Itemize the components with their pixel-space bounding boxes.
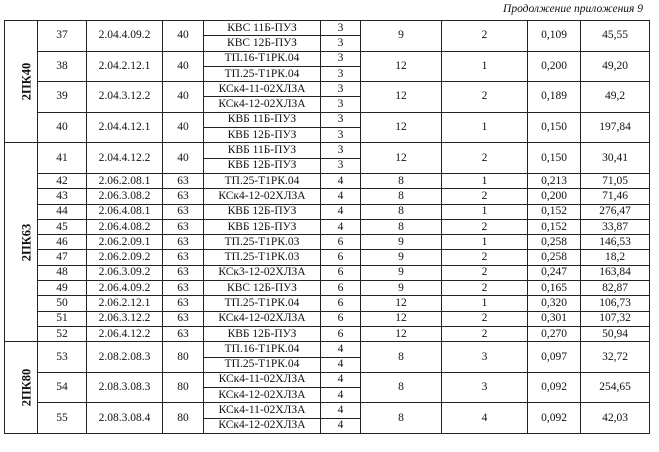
cable-type: КСк3-12-02ХЛЗА — [204, 265, 321, 280]
cable-count: 3 — [321, 143, 361, 158]
load-value: 40 — [163, 143, 204, 174]
value-d: 45,55 — [581, 21, 650, 52]
cable-type: КВС 11Б-ПУЗ — [204, 21, 321, 36]
value-a: 9 — [361, 265, 442, 280]
value-d: 197,84 — [581, 112, 650, 143]
cable-type: КСк4-11-02ХЛЗА — [204, 82, 321, 97]
cable-count: 3 — [321, 97, 361, 112]
value-a: 12 — [361, 51, 442, 82]
value-c: 0,150 — [528, 112, 581, 143]
table-row — [5, 21, 650, 36]
cable-count: 3 — [321, 82, 361, 97]
value-b: 2 — [442, 311, 528, 326]
item-code: 2.06.3.12.2 — [87, 311, 163, 326]
value-d: 18,2 — [581, 250, 650, 265]
group-label-text: 2ПК40 — [19, 62, 34, 101]
table-row — [5, 235, 650, 250]
value-c: 0,092 — [528, 403, 581, 434]
cable-count: 3 — [321, 36, 361, 51]
cable-type: КСк4-12-02ХЛЗА — [204, 418, 321, 433]
load-value: 40 — [163, 112, 204, 143]
value-b: 2 — [442, 82, 528, 113]
value-c: 0,270 — [528, 326, 581, 341]
group-label — [5, 342, 38, 434]
value-a: 8 — [361, 342, 442, 373]
group-label — [5, 143, 38, 342]
item-code: 2.04.4.12.2 — [87, 143, 163, 174]
value-a: 12 — [361, 311, 442, 326]
table-row — [5, 204, 650, 219]
item-code: 2.08.3.08.3 — [87, 372, 163, 403]
load-value: 80 — [163, 372, 204, 403]
row-number: 52 — [38, 326, 87, 341]
value-d: 49,2 — [581, 82, 650, 113]
cable-count: 4 — [321, 418, 361, 433]
value-c: 0,097 — [528, 342, 581, 373]
value-b: 4 — [442, 403, 528, 434]
value-a: 8 — [361, 189, 442, 204]
row-number: 51 — [38, 311, 87, 326]
value-c: 0,109 — [528, 21, 581, 52]
value-c: 0,258 — [528, 250, 581, 265]
value-a: 8 — [361, 372, 442, 403]
row-number: 50 — [38, 296, 87, 311]
value-b: 2 — [442, 281, 528, 296]
cable-type: КСк4-12-02ХЛЗА — [204, 189, 321, 204]
item-code: 2.04.4.12.1 — [87, 112, 163, 143]
cable-count: 3 — [321, 51, 361, 66]
cable-type: ТП.25-Т1РК.04 — [204, 66, 321, 81]
item-code: 2.06.2.08.1 — [87, 173, 163, 188]
value-d: 82,87 — [581, 281, 650, 296]
row-number: 47 — [38, 250, 87, 265]
value-a: 9 — [361, 235, 442, 250]
table-row — [5, 296, 650, 311]
value-b: 2 — [442, 265, 528, 280]
cable-count: 4 — [321, 357, 361, 372]
cable-count: 4 — [321, 173, 361, 188]
cable-type: КСк4-12-02ХЛЗА — [204, 388, 321, 403]
cable-count: 6 — [321, 250, 361, 265]
group-label-text: 2ПК80 — [19, 368, 34, 407]
value-c: 0,189 — [528, 82, 581, 113]
value-c: 0,301 — [528, 311, 581, 326]
cable-type: ТП.25-Т1РК.04 — [204, 173, 321, 188]
cable-count: 6 — [321, 326, 361, 341]
cable-type: ТП.16-Т1РК.04 — [204, 342, 321, 357]
load-value: 80 — [163, 342, 204, 373]
item-code: 2.06.2.12.1 — [87, 296, 163, 311]
data-table — [4, 20, 650, 434]
value-d: 146,53 — [581, 235, 650, 250]
value-d: 71,05 — [581, 173, 650, 188]
value-b: 1 — [442, 112, 528, 143]
row-number: 41 — [38, 143, 87, 174]
value-a: 9 — [361, 21, 442, 52]
cable-type: КВС 12Б-ПУЗ — [204, 281, 321, 296]
item-code: 2.08.3.08.4 — [87, 403, 163, 434]
cable-count: 3 — [321, 128, 361, 143]
value-b: 2 — [442, 21, 528, 52]
cable-type: КВБ 12Б-ПУЗ — [204, 128, 321, 143]
value-a: 8 — [361, 173, 442, 188]
cable-count: 4 — [321, 219, 361, 234]
value-d: 49,20 — [581, 51, 650, 82]
table-row — [5, 250, 650, 265]
value-a: 9 — [361, 281, 442, 296]
load-value: 63 — [163, 173, 204, 188]
table-row — [5, 311, 650, 326]
table-row — [5, 372, 650, 387]
cable-count: 4 — [321, 342, 361, 357]
value-c: 0,092 — [528, 372, 581, 403]
value-b: 2 — [442, 143, 528, 174]
item-code: 2.06.2.09.1 — [87, 235, 163, 250]
cable-count: 4 — [321, 388, 361, 403]
cable-type: КВБ 11Б-ПУЗ — [204, 143, 321, 158]
row-number: 38 — [38, 51, 87, 82]
value-c: 0,200 — [528, 189, 581, 204]
value-c: 0,258 — [528, 235, 581, 250]
value-b: 1 — [442, 235, 528, 250]
table-row — [5, 82, 650, 97]
group-label — [5, 21, 38, 143]
value-c: 0,152 — [528, 219, 581, 234]
row-number: 42 — [38, 173, 87, 188]
cable-type: КВБ 12Б-ПУЗ — [204, 204, 321, 219]
value-c: 0,200 — [528, 51, 581, 82]
cable-type: КСк4-12-02ХЛЗА — [204, 311, 321, 326]
cable-type: ТП.25-Т1РК.04 — [204, 357, 321, 372]
table-row — [5, 173, 650, 188]
load-value: 63 — [163, 189, 204, 204]
load-value: 80 — [163, 403, 204, 434]
value-a: 12 — [361, 296, 442, 311]
row-number: 44 — [38, 204, 87, 219]
item-code: 2.06.2.09.2 — [87, 250, 163, 265]
value-b: 1 — [442, 173, 528, 188]
item-code: 2.06.4.08.2 — [87, 219, 163, 234]
item-code: 2.04.3.12.2 — [87, 82, 163, 113]
value-b: 2 — [442, 219, 528, 234]
row-number: 48 — [38, 265, 87, 280]
value-d: 71,46 — [581, 189, 650, 204]
value-a: 12 — [361, 82, 442, 113]
row-number: 43 — [38, 189, 87, 204]
cable-type: КСк4-11-02ХЛЗА — [204, 372, 321, 387]
cable-count: 4 — [321, 403, 361, 418]
cable-type: ТП.25-Т1РК.04 — [204, 296, 321, 311]
value-a: 12 — [361, 326, 442, 341]
value-d: 106,73 — [581, 296, 650, 311]
value-c: 0,152 — [528, 204, 581, 219]
cable-count: 6 — [321, 235, 361, 250]
load-value: 40 — [163, 51, 204, 82]
value-a: 9 — [361, 250, 442, 265]
value-a: 12 — [361, 143, 442, 174]
group-label-text: 2ПК63 — [19, 223, 34, 262]
cable-count: 4 — [321, 189, 361, 204]
value-d: 163,84 — [581, 265, 650, 280]
value-d: 107,32 — [581, 311, 650, 326]
row-number: 49 — [38, 281, 87, 296]
row-number: 55 — [38, 403, 87, 434]
row-number: 54 — [38, 372, 87, 403]
cable-type: ТП.16-Т1РК.04 — [204, 51, 321, 66]
load-value: 40 — [163, 82, 204, 113]
row-number: 40 — [38, 112, 87, 143]
value-b: 2 — [442, 189, 528, 204]
cable-count: 4 — [321, 372, 361, 387]
table-row — [5, 112, 650, 127]
cable-type: ТП.25-Т1РК.03 — [204, 235, 321, 250]
value-d: 42,03 — [581, 403, 650, 434]
cable-count: 6 — [321, 281, 361, 296]
value-c: 0,165 — [528, 281, 581, 296]
cable-count: 4 — [321, 204, 361, 219]
table-row — [5, 219, 650, 234]
load-value: 63 — [163, 326, 204, 341]
item-code: 2.06.3.09.2 — [87, 265, 163, 280]
value-d: 254,65 — [581, 372, 650, 403]
value-b: 2 — [442, 250, 528, 265]
cable-count: 3 — [321, 112, 361, 127]
cable-count: 6 — [321, 296, 361, 311]
load-value: 63 — [163, 296, 204, 311]
value-a: 8 — [361, 403, 442, 434]
table-row — [5, 281, 650, 296]
load-value: 40 — [163, 21, 204, 52]
load-value: 63 — [163, 281, 204, 296]
table-row — [5, 342, 650, 357]
load-value: 63 — [163, 250, 204, 265]
cable-type: КВБ 11Б-ПУЗ — [204, 112, 321, 127]
value-a: 8 — [361, 204, 442, 219]
value-d: 32,72 — [581, 342, 650, 373]
value-d: 30,41 — [581, 143, 650, 174]
row-number: 46 — [38, 235, 87, 250]
value-b: 2 — [442, 326, 528, 341]
row-number: 39 — [38, 82, 87, 113]
value-b: 1 — [442, 51, 528, 82]
table-row — [5, 326, 650, 341]
value-a: 12 — [361, 112, 442, 143]
value-c: 0,213 — [528, 173, 581, 188]
row-number: 45 — [38, 219, 87, 234]
load-value: 63 — [163, 235, 204, 250]
value-b: 1 — [442, 296, 528, 311]
value-d: 50,94 — [581, 326, 650, 341]
value-c: 0,247 — [528, 265, 581, 280]
item-code: 2.06.3.08.2 — [87, 189, 163, 204]
table-row — [5, 403, 650, 418]
item-code: 2.06.4.09.2 — [87, 281, 163, 296]
item-code: 2.04.4.09.2 — [87, 21, 163, 52]
item-code: 2.04.2.12.1 — [87, 51, 163, 82]
cable-type: ТП.25-Т1РК.03 — [204, 250, 321, 265]
table-row — [5, 51, 650, 66]
cable-type: КВБ 12Б-ПУЗ — [204, 326, 321, 341]
cable-type: КВС 12Б-ПУЗ — [204, 36, 321, 51]
value-d: 33,87 — [581, 219, 650, 234]
item-code: 2.06.4.12.2 — [87, 326, 163, 341]
cable-type: КВБ 12Б-ПУЗ — [204, 219, 321, 234]
item-code: 2.06.4.08.1 — [87, 204, 163, 219]
cable-count: 3 — [321, 21, 361, 36]
value-a: 8 — [361, 219, 442, 234]
cable-type: КСк4-11-02ХЛЗА — [204, 403, 321, 418]
cable-count: 3 — [321, 158, 361, 173]
table-caption: Продолжение приложения 9 — [503, 3, 643, 15]
load-value: 63 — [163, 204, 204, 219]
table-row — [5, 189, 650, 204]
value-b: 3 — [442, 342, 528, 373]
value-b: 3 — [442, 372, 528, 403]
table-row — [5, 143, 650, 158]
cable-count: 3 — [321, 66, 361, 81]
value-b: 1 — [442, 204, 528, 219]
value-c: 0,150 — [528, 143, 581, 174]
table-row — [5, 265, 650, 280]
load-value: 63 — [163, 265, 204, 280]
value-c: 0,320 — [528, 296, 581, 311]
cable-count: 6 — [321, 265, 361, 280]
row-number: 37 — [38, 21, 87, 52]
load-value: 63 — [163, 219, 204, 234]
cable-type: КВБ 12Б-ПУЗ — [204, 158, 321, 173]
item-code: 2.08.2.08.3 — [87, 342, 163, 373]
load-value: 63 — [163, 311, 204, 326]
cable-type: КСк4-12-02ХЛЗА — [204, 97, 321, 112]
cable-count: 6 — [321, 311, 361, 326]
row-number: 53 — [38, 342, 87, 373]
value-d: 276,47 — [581, 204, 650, 219]
